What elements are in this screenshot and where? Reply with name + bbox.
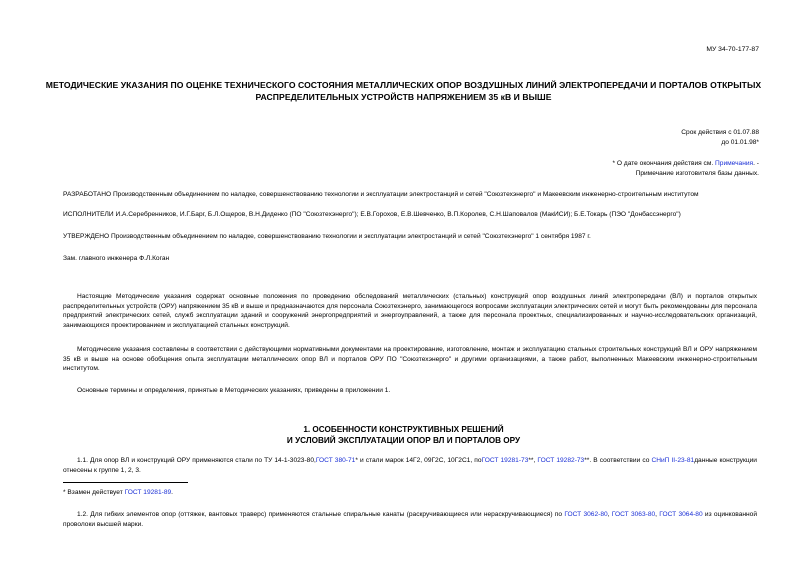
intro-paragraph-1: Настоящие Методические указания содержат основные положения по проведению обследований металлических (стальных) конструкций опор воздушных линий электропередачи (ВЛ) и порталов открытых распределительных устройств (ОРУ) напряжением 35 кВ и выше и предназначаются для персонала Союзтехэнерго, занимающегося вопросами эксплуатации электрических сетей и могут быть рекомендованы для персонала предприятий электрических сетей, служб эксплуатации зданий и сооружений энергопредприятий и энергоуправлений, а также для персонала проектных, специализированных и научно-исследовательских организаций, занимающихся проектированием и эксплуатацией стальных конструкций. <box>63 293 757 329</box>
approved-paragraph <box>63 232 757 242</box>
footnote-prefix: * Взамен действует <box>63 489 125 496</box>
intro-paragraph-2: Методические указания составлены в соответствии с действующими нормативными документами на проектирование, изготовление, монтаж и эксплуатацию стальных строительных конструкций ВЛ и ОРУ напряжением 35 кВ и выше на основе обобщения опыта эксплуатации металлических опор ВЛ и порталов ОРУ ПО "Союзтехэнерго" и другими организациями, а также работ, выполненных Макеевским инженерно-строительным институтом. <box>63 346 757 373</box>
document-title <box>30 80 777 103</box>
clause-1-2-sep-1: , <box>607 511 612 518</box>
gost-380-71-link[interactable]: ГОСТ 380-71 <box>315 457 356 464</box>
clause-1-2-text-a: 1.2. Для гибких элементов опор (оттяжек, вантовых траверс) применяются стальные спиральные канаты (раскручивающиеся или нераскручивающиеся) по <box>77 511 565 518</box>
title-line-2: РАСПРЕДЕЛИТЕЛЬНЫХ УСТРОЙСТВ НАПРЯЖЕНИЕМ 35 кВ И ВЫШЕ <box>255 91 552 102</box>
clause-1-2 <box>63 510 757 529</box>
footnote <box>63 488 757 498</box>
note-suffix: . - <box>753 160 759 167</box>
gost-19282-73-link[interactable]: ГОСТ 19282-73 <box>537 457 585 464</box>
gost-3063-80-link[interactable]: ГОСТ 3063-80 <box>611 511 656 518</box>
gost-3062-80-link[interactable]: ГОСТ 3062-80 <box>564 511 608 518</box>
snip-link[interactable]: СНиП II-23-81 <box>651 457 695 464</box>
footnote-suffix: . <box>171 489 174 496</box>
section-title-line-1: 1. ОСОБЕННОСТИ КОНСТРУКТИВНЫХ РЕШЕНИЙ <box>303 425 504 434</box>
developed-label: РАЗРАБОТАНО <box>63 191 112 198</box>
gost-19281-89-link[interactable]: ГОСТ 19281-89 <box>124 489 172 496</box>
clause-1-1-text-b: * и стали марок 14Г2, 09Г2С, 10Г2С1, по <box>355 457 482 464</box>
gost-19281-73-link[interactable]: ГОСТ 19281-73 <box>481 457 529 464</box>
footnote-divider <box>63 482 188 483</box>
section-1-title <box>30 424 777 446</box>
note-prefix: * О дате окончания действия см. <box>612 160 716 167</box>
title-line-1: МЕТОДИЧЕСКИЕ УКАЗАНИЯ ПО ОЦЕНКЕ ТЕХНИЧЕСКОГО СОСТОЯНИЯ МЕТАЛЛИЧЕСКИХ ОПОР ВОЗДУШНЫХ ЛИНИЙ ЭЛЕКТРОПЕРЕДАЧИ И ПОРТАЛОВ ОТКРЫТЫХ <box>45 80 762 90</box>
deputy-signature: Зам. главного инженера Ф.Л.Коган <box>63 255 170 262</box>
clause-1-1 <box>63 456 757 475</box>
validity-from: Срок действия с 01.07.88 <box>681 129 759 136</box>
intro-paragraph-3: Основные термины и определения, принятые в Методических указаниях, приведены в приложении 1. <box>77 387 391 394</box>
executors-text: И.А.Серебренников, И.Г.Барг, Б.Л.Ощеров, В.Н.Диденко (ПО "Союзтехэнерго"); Е.В.Горохов, Е.В.Шевченко, В.П.Королев, С.Н.Шаповалов (МакИСИ); Б.Е.Токарь (ПЭО "Донбассэнерго") <box>113 211 681 218</box>
validity-period <box>681 128 759 148</box>
clause-1-1-text-c: **, <box>528 457 538 464</box>
gost-3064-80-link[interactable]: ГОСТ 3064-80 <box>659 511 703 518</box>
clause-1-1-text-d: **. В соответствии со <box>584 457 652 464</box>
developed-text: Производственным объединением по наладке, совершенствованию технологии и эксплуатации электростанций и сетей "Союзтехэнерго" и Макеевским инженерно-строительным институтом <box>111 191 699 198</box>
approved-text: Производственным объединением по наладке, совершенствованию технологии и эксплуатации электростанций и сетей "Союзтехэнерго" 1 сентября 1987 г. <box>109 233 591 240</box>
document-code: МУ 34-70-177-87 <box>706 46 759 53</box>
notes-link[interactable]: Примечания <box>715 160 754 167</box>
executors-label: ИСПОЛНИТЕЛИ <box>63 211 114 218</box>
validity-to: до 01.01.98* <box>721 139 759 147</box>
section-title-line-2: И УСЛОВИЙ ЭКСПЛУАТАЦИИ ОПОР ВЛ И ПОРТАЛОВ ОРУ <box>286 436 521 446</box>
clause-1-1-text-e: данные конструкции отнесены к группе 1, 2, 3. <box>63 457 757 474</box>
developed-paragraph <box>63 190 757 200</box>
clause-1-2-text-b: из оцинкованной проволоки высшей марки. <box>63 511 758 528</box>
clause-1-2-sep-2: , <box>655 511 660 518</box>
clause-1-1-text-a: 1.1. Для опор ВЛ и конструкций ОРУ применяются стали по ТУ 14-1-3023-80, <box>77 457 316 464</box>
executors-paragraph <box>63 210 757 220</box>
approved-label: УТВЕРЖДЕНО <box>63 233 110 240</box>
validity-note <box>613 159 760 179</box>
note-line-2: Примечание изготовителя базы данных. <box>635 170 759 178</box>
